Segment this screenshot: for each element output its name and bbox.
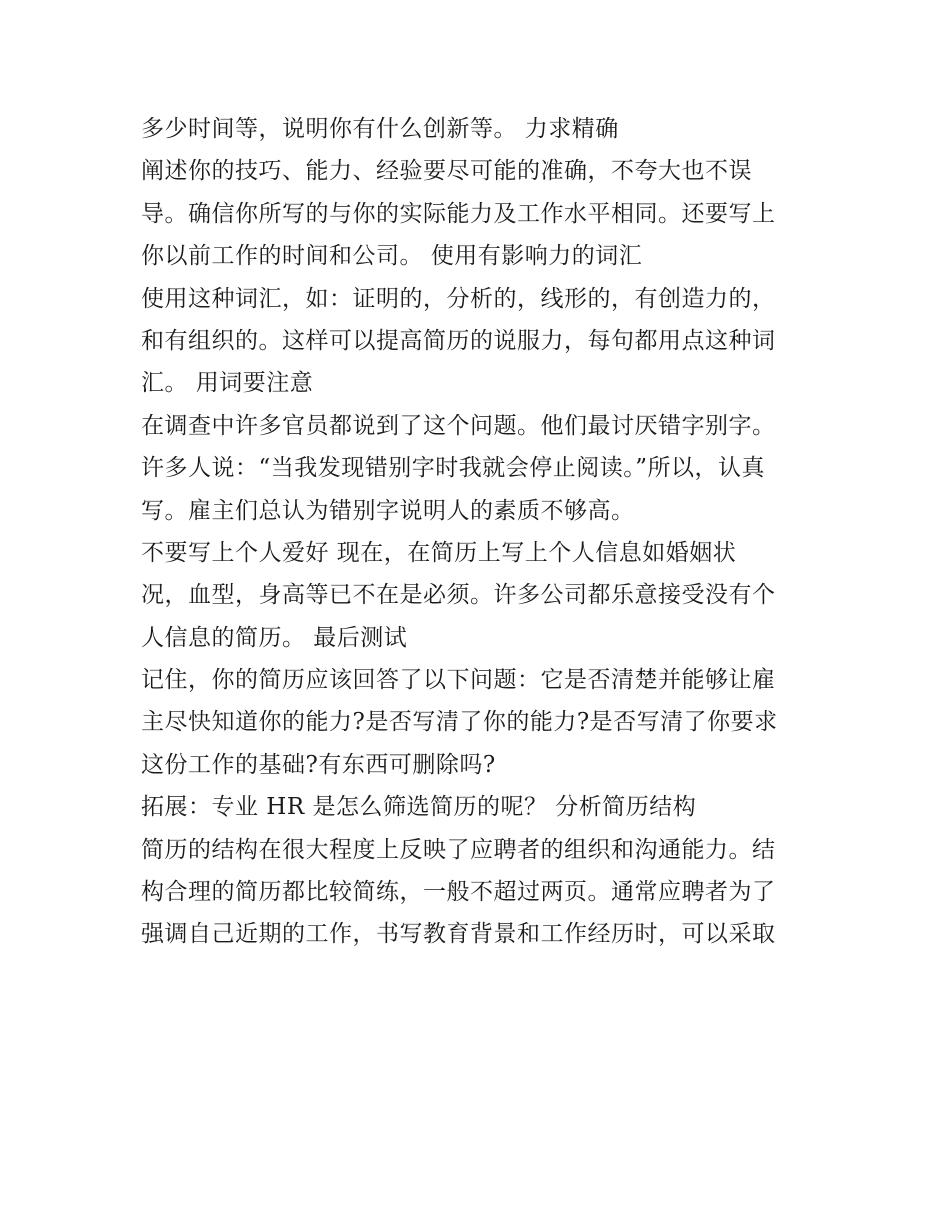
text-line: 和有组织的。这样可以提高简历的说服力，每句都用点这种词 — [141, 327, 776, 354]
text-line: 拓展：专业 HR 是怎么筛选简历的呢？ 分析简历结构 — [141, 794, 697, 821]
text-line: 导。确信你所写的与你的实际能力及工作水平相同。还要写上 — [141, 200, 776, 227]
text-line: 况，血型，身高等已不在是必须。许多公司都乐意接受没有个 — [141, 582, 776, 609]
body-text — [141, 108, 831, 956]
text-line: 人信息的简历。 最后测试 — [141, 624, 408, 651]
text-line: 汇。 用词要注意 — [141, 370, 314, 397]
text-line: 构合理的简历都比较简练，一般不超过两页。通常应聘者为了 — [141, 879, 776, 906]
text-line: 主尽快知道你的能力?是否写清了你的能力?是否写清了你要求 — [141, 709, 778, 736]
text-line: 多少时间等，说明你有什么创新等。 力求精确 — [141, 116, 619, 142]
text-line: 记住，你的简历应该回答了以下问题：它是否清楚并能够让雇 — [141, 667, 776, 694]
text-line: 许多人说：“当我发现错别字时我就会停止阅读。”所以，认真 — [141, 455, 766, 482]
text-line: 这份工作的基础?有东西可删除吗? — [141, 751, 496, 778]
text-line: 使用这种词汇，如：证明的，分析的，线形的，有创造力的， — [141, 285, 776, 312]
text-line: 写。雇主们总认为错别字说明人的素质不够高。 — [141, 497, 635, 524]
text-line: 你以前工作的时间和公司。 使用有影响力的词汇 — [141, 243, 643, 270]
text-line: 阐述你的技巧、能力、经验要尽可能的准确，不夸大也不误 — [141, 158, 752, 185]
text-line: 强调自己近期的工作，书写教育背景和工作经历时，可以采取 — [141, 921, 776, 948]
text-line: 在调查中许多官员都说到了这个问题。他们最讨厌错字别字。 — [141, 412, 776, 439]
text-line: 不要写上个人爱好 现在，在简历上写上个人信息如婚姻状 — [141, 539, 737, 566]
text-line: 简历的结构在很大程度上反映了应聘者的组织和沟通能力。结 — [141, 836, 776, 863]
